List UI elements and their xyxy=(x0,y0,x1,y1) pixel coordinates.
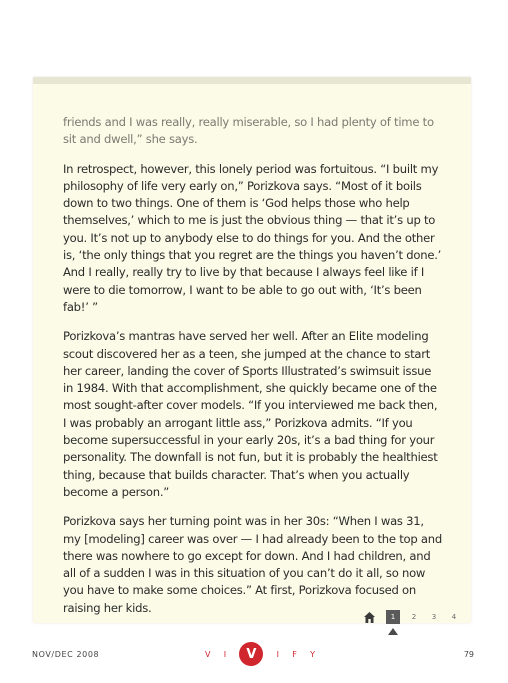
page-link-2[interactable]: 2 xyxy=(411,613,417,621)
brand-letter: Y xyxy=(310,649,315,659)
page-link-4[interactable]: 4 xyxy=(451,613,457,621)
brand-logo xyxy=(205,640,315,668)
page-link-1[interactable]: 1 xyxy=(386,610,400,624)
paragraph: Porizkova says her turning point was in her 30s: “When I was 31, my [modeling] career was over — I had already been to the top and there was nowhere to go except for down. And I had children, and all of a sudden I was in this situation of you can’t do it all, so now you have to make some choices.” At first, Porizkova focused on raising her kids. xyxy=(63,514,442,615)
paragraph: In retrospect, however, this lonely period was fortuitous. “I built my philosophy of life very early on,” Porizkova says. “Most of it boils down to two things. One of them is ‘God helps those who help themselves,’ which to me is just the obvious thing — that it’s up to you. It’s not up to anybody else to do things for you. And the other is, ‘the only things that you regret are the things you haven’t done.’ And I really, really try to live by that because I always feel like if I were to die tomorrow, I want to be able to go out with, ‘It’s been fab!’ ” xyxy=(63,161,442,314)
page-number: 79 xyxy=(463,650,474,659)
brand-letter: I xyxy=(276,649,279,659)
issue-date: NOV/DEC 2008 xyxy=(32,650,100,659)
paragraph-lead: friends and I was really, really miserable, so I had plenty of time to sit and dwell,” she says. xyxy=(63,115,434,147)
article-body xyxy=(63,114,443,629)
page-footer xyxy=(0,640,508,670)
home-icon[interactable] xyxy=(363,610,376,624)
brand-letter: V xyxy=(205,649,211,659)
page-link-3[interactable]: 3 xyxy=(431,613,437,621)
brand-letter: F xyxy=(292,649,297,659)
current-page-pointer-icon xyxy=(388,628,398,635)
page-navigation xyxy=(363,609,464,625)
brand-letter-badge: V xyxy=(239,642,263,666)
paragraph: Porizkova’s mantras have served her well. After an Elite modeling scout discovered her as a teen, she jumped at the chance to start her career, landing the cover of Sports Illustrated’s swimsuit issue in 1984. With that accomplishment, she quickly became one of the most sought-after cover models. “If you interviewed me back then, I was probably an arrogant little ass,” Porizkova admits. “If you become supersuccessful in your early 20s, it’s a bad thing for your personality. The downfall is not fun, but it is probably the healthiest thing, because that builds character. That’s when you actually become a person.” xyxy=(63,329,438,499)
brand-letter: I xyxy=(223,649,227,659)
